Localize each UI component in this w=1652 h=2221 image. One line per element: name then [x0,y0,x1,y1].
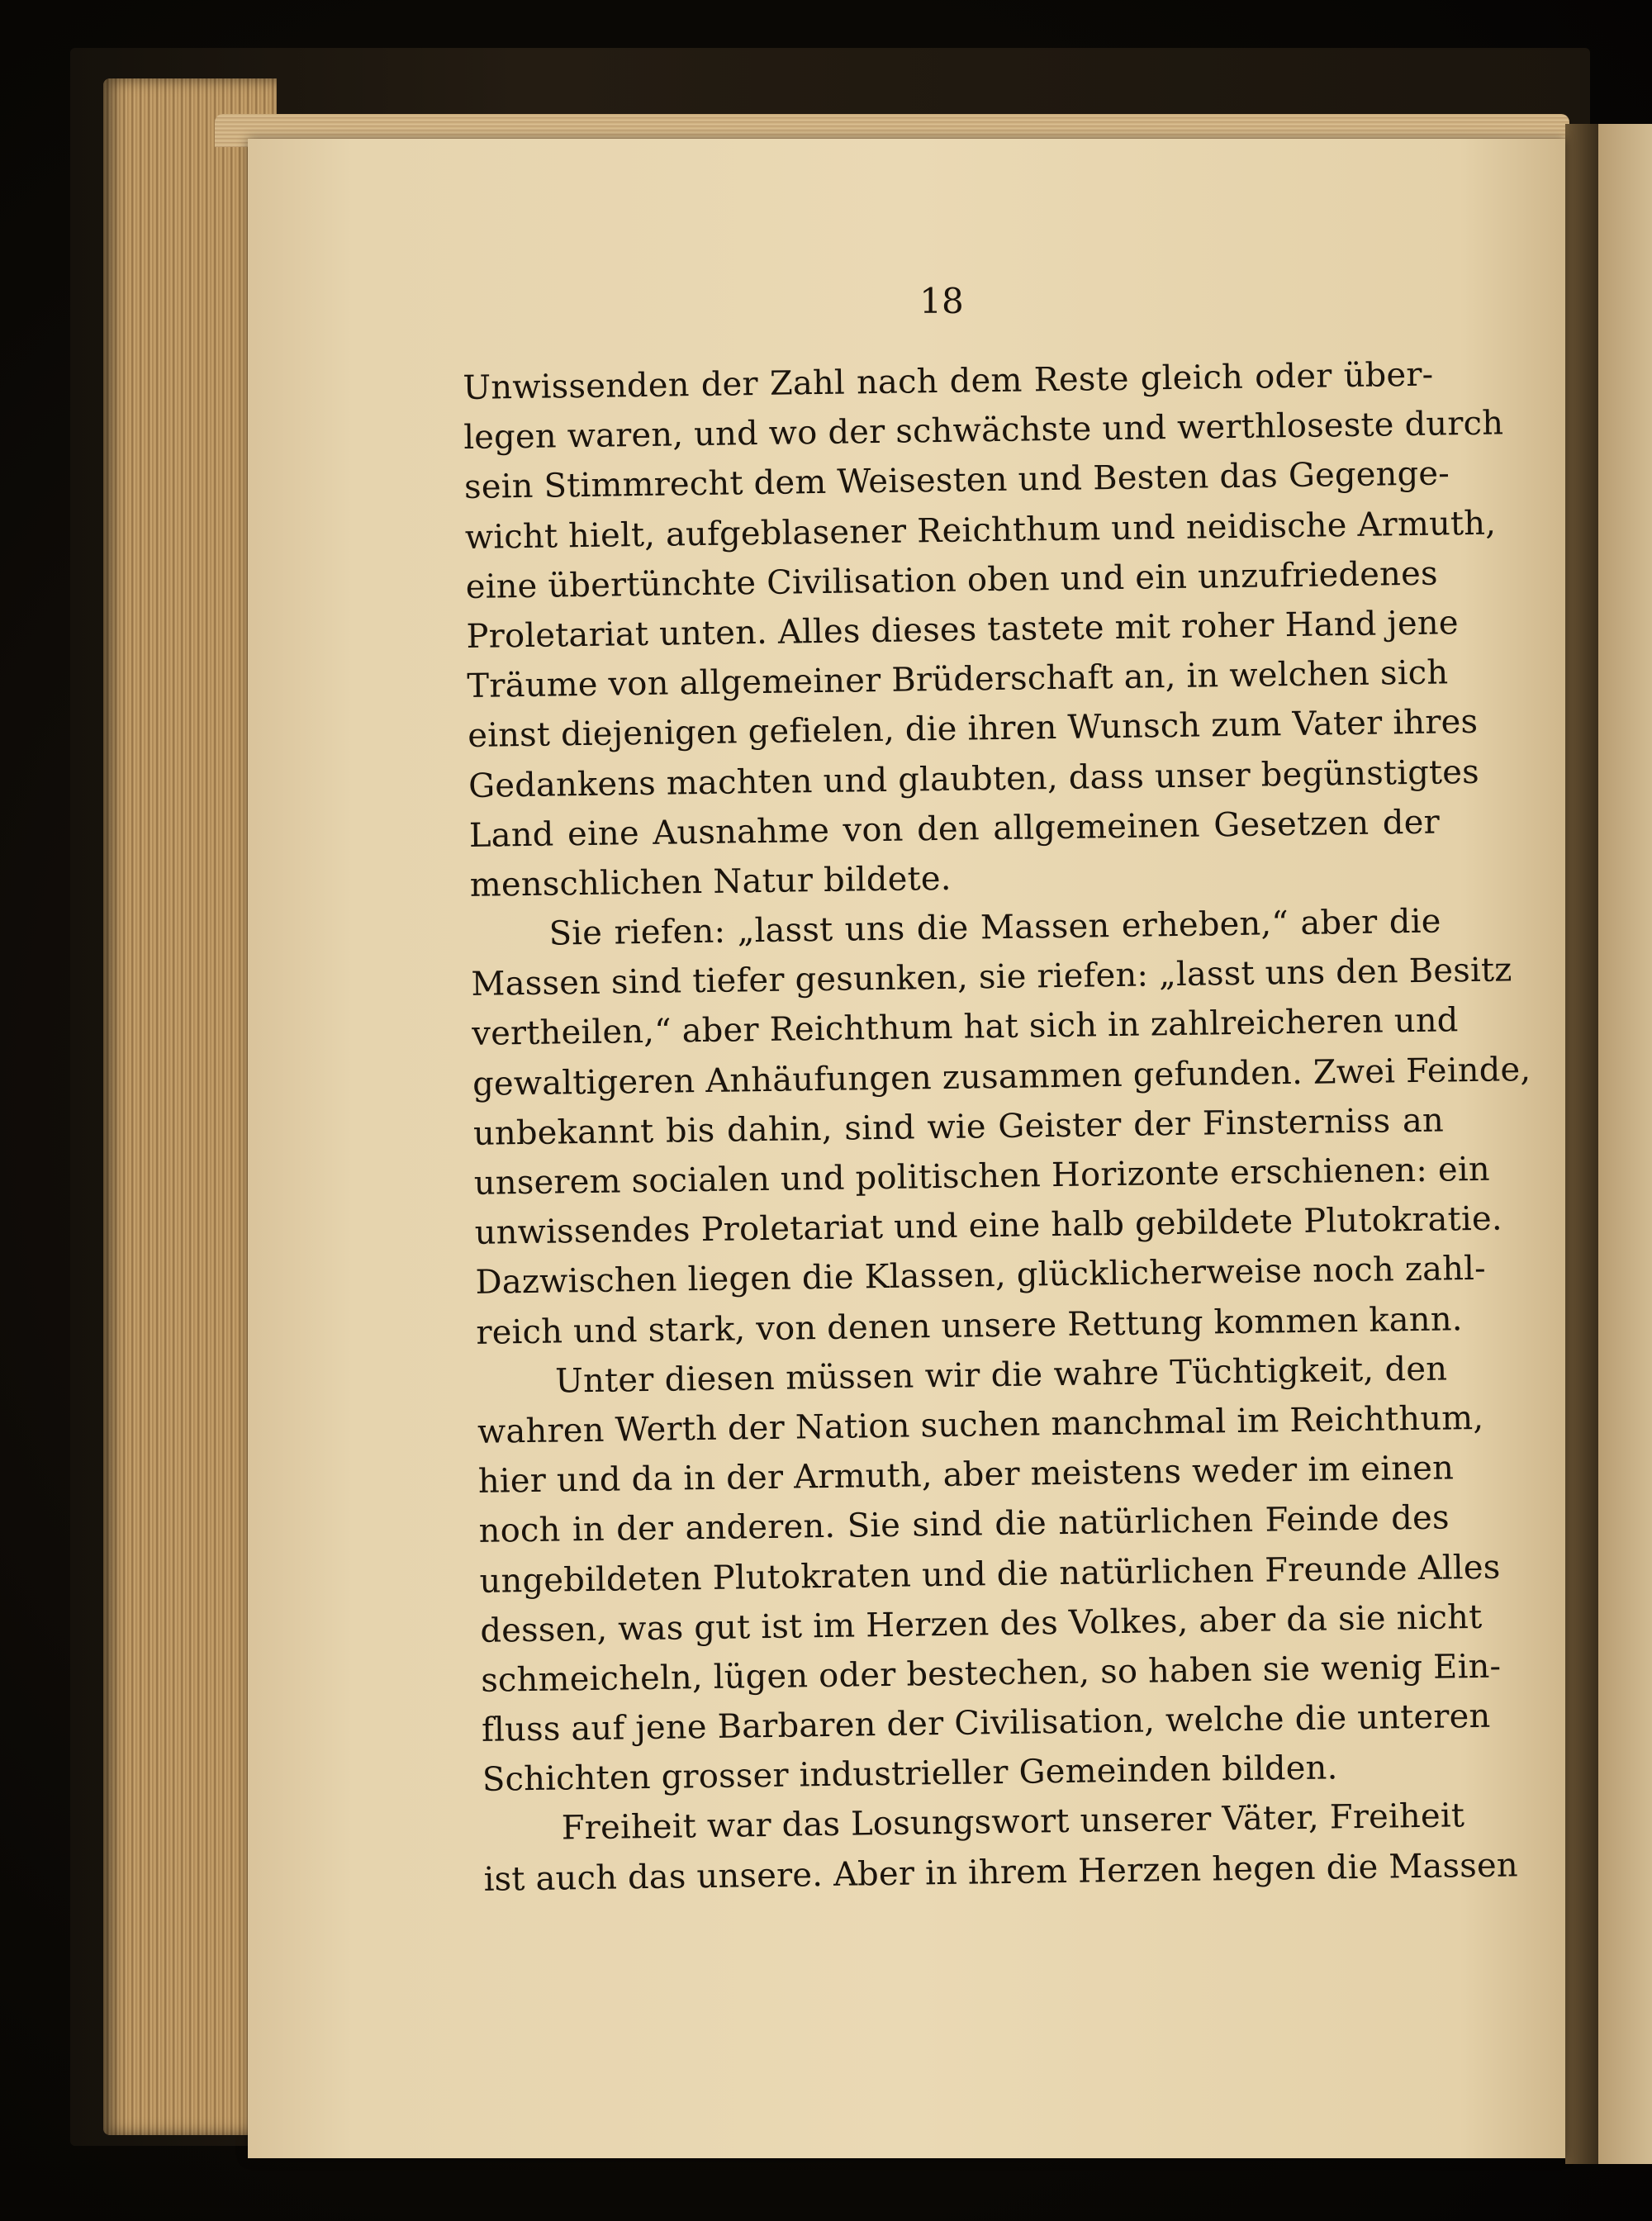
page-number: 18 [919,281,964,321]
text-line: hier und da in der Armuth, aber meistens weder im einen [477,1449,1455,1501]
text-line: Schichten grosser industrieller Gemeinden bilden. [482,1749,1338,1800]
text-line: schmeicheln, lügen oder bestechen, so haben sie wenig Ein- [480,1647,1502,1700]
text-line: Dazwischen liegen die Klassen, glücklicherweise noch zahl- [475,1250,1487,1303]
text-line: eine übertünchte Civilisation oben und ein unzufriedenes [465,554,1438,606]
text-line: noch in der anderen. Sie sind die natürlichen Feinde des [478,1498,1450,1551]
text-line: unwissendes Proletariat und eine halb gebildete Plutokratie. [474,1199,1502,1253]
text-line: Proletariat unten. Alles dieses tastete mit roher Hand jene [466,604,1460,656]
page-text [463,350,1531,1905]
text-line: Träume von allgemeiner Brüderschaft an, in welchen sich [467,653,1449,706]
text-line: Unter diesen müssen wir die wahre Tüchtigkeit, den [554,1350,1448,1401]
text-line: Unwissenden der Zahl nach dem Reste gleich oder über- [463,355,1434,407]
facing-page-edge [1598,124,1652,2164]
text-line: menschlichen Natur bildete. [469,859,952,904]
text-line: Freiheit war das Losungswort unserer Väter, Freiheit [561,1796,1465,1848]
text-line: einst diejenigen gefielen, die ihren Wunsch zum Vater ihres [467,703,1479,756]
text-line: reich und stark, von denen unsere Rettung kommen kann. [476,1299,1463,1352]
text-line: Massen sind tiefer gesunken, sie riefen: „lasst uns den Besitz [471,951,1512,1004]
text-line: wahren Werth der Nation suchen manchmal im Reichthum, [477,1398,1484,1451]
text-line: Gedankens machten und glaubten, dass unser begünstigtes [468,752,1480,805]
text-line: fluss auf jene Barbaren der Civilisation, welche die unteren [481,1697,1491,1749]
book-gutter [1565,124,1598,2164]
text-line: wicht hielt, aufgeblasener Reichthum und neidische Armuth, [464,504,1497,557]
text-line: ungebildeten Plutokraten und die natürlichen Freunde Alles [479,1548,1501,1601]
text-line: vertheilen,“ aber Reichthum hat sich in zahlreicheren und [472,1001,1459,1054]
text-line: unbekannt bis dahin, sind wie Geister der Finsterniss an [472,1101,1445,1153]
text-line: Sie riefen: „lasst uns die Massen erheben,“ aber die [548,902,1441,953]
text-line: Land eine Ausnahme von den allgemeinen Gesetzen der [468,803,1441,855]
text-line: gewaltigeren Anhäufungen zusammen gefunden. Zwei Feinde, [472,1050,1531,1103]
text-line: unserem socialen und politischen Horizonte erschienen: ein [473,1150,1491,1203]
text-line: ist auch das unsere. Aber in ihrem Herzen hegen die Massen [483,1845,1519,1899]
text-line: legen waren, und wo der schwächste und werthloseste durch [463,404,1504,458]
text-line: dessen, was gut ist im Herzen des Volkes, aber da sie nicht [480,1597,1483,1650]
text-line: sein Stimmrecht dem Weisesten und Besten das Gegenge- [463,454,1450,507]
